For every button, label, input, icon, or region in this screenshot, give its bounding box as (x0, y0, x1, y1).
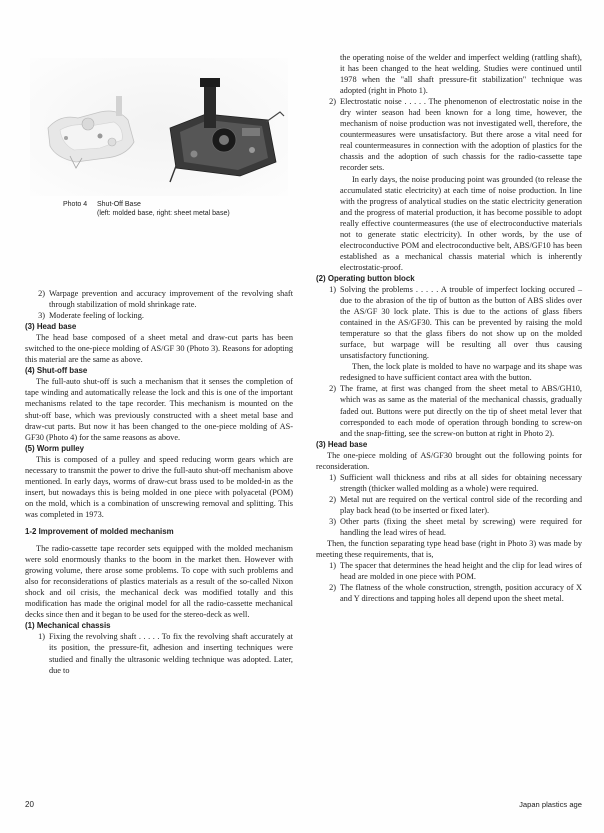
paragraph-shut-off-base: The full-auto shut-off is such a mechanism that it senses the completion of tape winding and automatically release the lock and this is one of the important mechanisms related to the tape recorder. This mechanism is mounted on the shut-off base, which was previously constructed with a sheet metal base and draw-cut parts. But now it has been changed to the one-piece molding of AS-GF30 (Photo 4) for the same reasons as above. (25, 377, 293, 442)
list-item (316, 284, 582, 361)
figure-title: Shut-Off Base (97, 201, 141, 208)
list-number: 2) (329, 384, 336, 394)
list-text: The flatness of the whole construction, strength, position accuracy of X and Y directions and tapping holes all depend upon the sheet metal. (340, 583, 582, 604)
journal-name: Japan plastics age (519, 800, 582, 809)
photo-shut-off-base (30, 58, 288, 196)
paragraph-electrostatic: In early days, the noise producing point was grounded (to release the accumulated static electricity) at each time of noise production. In line with the progress of analytical studies on the static electricity generation and the progress of material production, it has become possible to adopt really effective countermeasures (the use of electroconductive materials not to generate static electricity). In other words, by the use of electroconductive POM and electroconductive belt, ABS/GF10 has been established as a mechanical chassis material which is inherently electrostatic-proof. (340, 174, 582, 272)
list-text: Metal nut are required on the vertical control side of the recording and play back head (to be inserted or fixed later). (340, 494, 582, 515)
photo-image (30, 58, 288, 196)
heading-head-base: (3) Head base (25, 322, 77, 332)
paragraph-head-base-3: Then, the function separating type head base (right in Photo 3) was made by meeting these requirements, that is, (316, 539, 582, 560)
list-number: 3) (38, 311, 45, 321)
list-number: 2) (329, 97, 336, 107)
list-text: Solving the problems . . . . . A trouble of imperfect locking occured – due to the abrasion of the tip of button as the button of ABS slides over the AS/GF 30 lock plate. This is due to the actions of glass fibers contained in the AS/GF30. This can be prevented by raising the mold temperature so that the glass fibers do not show up on the molded surface, but warpage will be resulting all over thus causing unsatisfactory functioning. (340, 284, 582, 361)
figure-caption (63, 200, 230, 218)
list-number: 3) (329, 516, 336, 526)
list-number: 2) (329, 583, 336, 593)
paragraph-head-base: The head base composed of a sheet metal and draw-cut parts has been switched to the one-piece molding of AS/GF 30 (Photo 3). Reasons for adopting this material are the same as above. (25, 333, 293, 365)
paragraph-lock-plate: Then, the lock plate is molded to have no warpage and its shape was redesigned to have sufficient contact area with the button. (340, 362, 582, 383)
list-number: 2) (329, 494, 336, 504)
paragraph-head-base-2: The one-piece molding of AS/GF30 brought out the following points for reconsideration. (316, 450, 582, 471)
list-item (316, 560, 582, 582)
list-item (25, 288, 293, 310)
list-text: Moderate feeling of locking. (49, 311, 144, 321)
list-text: The spacer that determines the head height and the clip for lead wires of head are molded in one piece with POM. (340, 561, 582, 582)
left-column (25, 288, 293, 676)
list-item (316, 96, 582, 173)
list-number: 1) (329, 561, 336, 571)
heading-head-base-2: (3) Head base (316, 439, 368, 449)
right-column (316, 52, 582, 604)
list-item (316, 516, 582, 538)
paragraph-worm-pulley: This is composed of a pulley and speed reducing worm gears which are necessary to transmit the power to drive the full-auto shut-off mechanism above mentioned. In early days, worms of draw-cut brass used to be molded-in as the insert, but nowadays this is being molded in one piece with polyacetal (POM) on the mold, which is a combination of unscrewing removal and splitting. This was completed in 1973. (25, 454, 293, 519)
list-text: Warpage prevention and accuracy improvement of the revolving shaft through stabilization of mold shrinkage rate. (49, 289, 293, 310)
list-item (25, 310, 293, 321)
list-text: Electrostatic noise . . . . . The phenomenon of electrostatic noise in the dry winter season had been known for a long time, however, the mechanism of noise production was not investigated well, therefore, the countermeasures were unsatisfactory. But there arose a vital need for real countermeasures in connection with the adoption of plastics for the chassis and the adoption of such chassis for the radio-cassette tape recorder sets. (340, 97, 582, 173)
list-item (25, 631, 293, 675)
page-number: 20 (25, 800, 34, 809)
list-text: Fixing the revolving shaft . . . . . To fix the revolving shaft accurately at its position, the pressure-fit, adhesion and inserting techniques were studied and finally the ultrasonic welding technique was adopted. Later, due to (49, 632, 293, 675)
paragraph-section: The radio-cassette tape recorder sets equipped with the molded mechanism were sold enormously thanks to the boom in the market then. However with growing volume, there arose some problems. To cope with such problems and also for reconsiderations of plastics materials as a result of the so-called Nixon shock and oil crisis, the mechanical deck was modified totally and this modification has made the original model for all the radio-cassette mechanical decks since then and it began to be used for the stereo-deck as well. (25, 544, 293, 620)
list-item (316, 494, 582, 516)
list-number: 1) (329, 284, 336, 294)
list-number: 1) (329, 472, 336, 482)
heading-mechanical-chassis: (1) Mechanical chassis (25, 621, 111, 631)
list-item (316, 582, 582, 604)
list-text: Other parts (fixing the sheet metal by screwing) were required for handling the lead wires of head. (340, 516, 582, 538)
list-number: 2) (38, 289, 45, 298)
heading-worm-pulley: (5) Worm pulley (25, 443, 85, 453)
list-item (316, 383, 582, 438)
list-number: 1) (38, 632, 45, 642)
list-item (316, 472, 582, 494)
paragraph-continued: the operating noise of the welder and imperfect welding (rattling shaft), it has been changed to the heat welding. Studies were continued until 1978 when the "all shaft pressure-fit stabilization" technique was adopted (right in Photo 1). (340, 53, 582, 96)
list-text: Sufficient wall thickness and ribs at all sides for obtaining necessary strength (thicker walled molding as a whole) were required. (340, 472, 582, 493)
section-heading: 1-2 Improvement of molded mechanism (25, 526, 174, 536)
heading-shut-off-base: (4) Shut-off base (25, 366, 88, 376)
figure-label: Photo 4 (63, 201, 88, 208)
heading-operating-button-block: (2) Operating button block (316, 273, 415, 283)
list-text: The frame, at first was changed from the sheet metal to ABS/GH10, which was as same as the material of the mechanical chassis, gradually faded out. Buttons were put directly on the tip of sheet metal lever that corresponded to each mode of operation through bonding to screw-on and the snap-fitting, see the screw-on button at right in Photo 2). (340, 384, 582, 438)
figure-subtitle: (left: molded base, right: sheet metal base) (97, 210, 230, 217)
